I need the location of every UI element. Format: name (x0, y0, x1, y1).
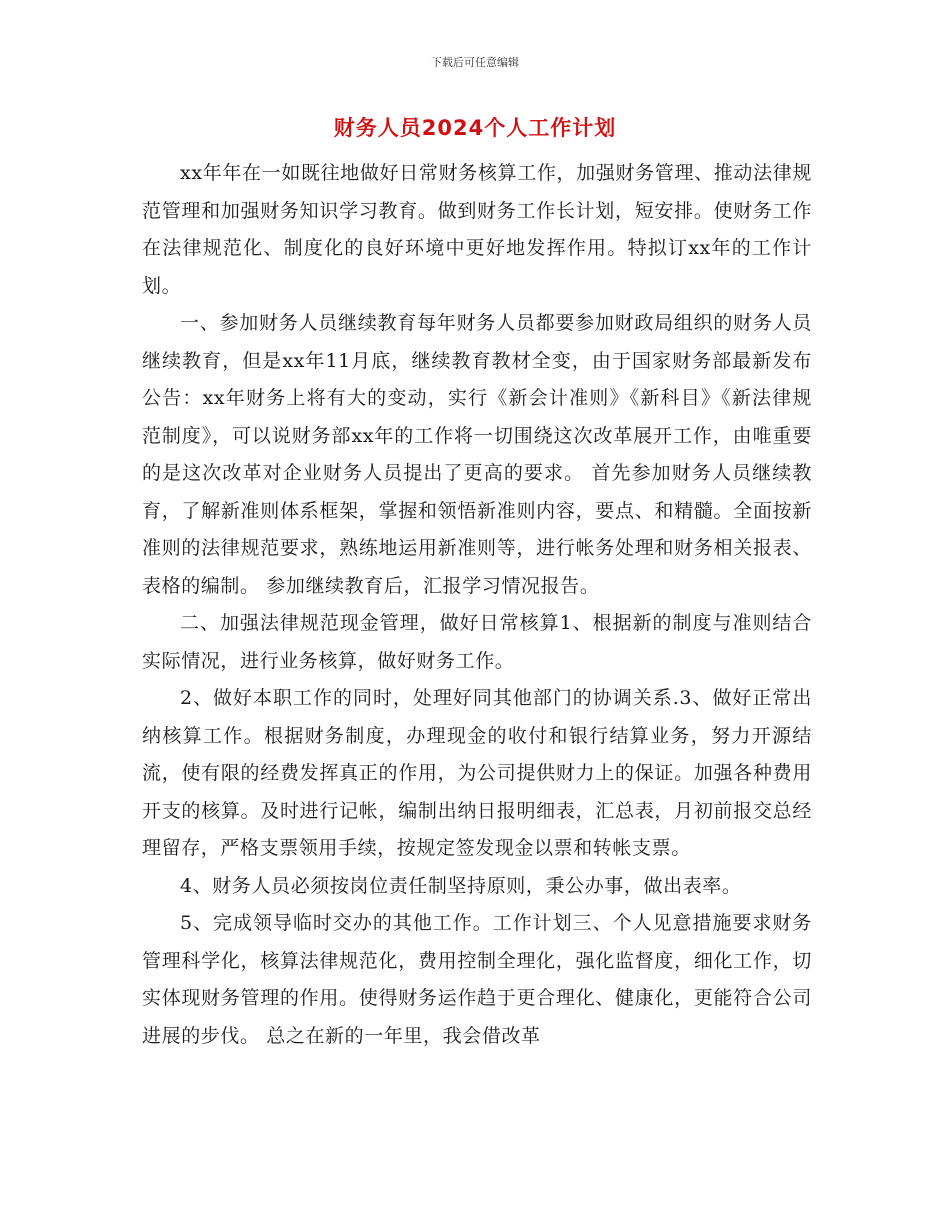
paragraph-item-4: 4、财务人员必须按岗位责任制坚持原则，秉公办事，做出表率。 (180, 874, 742, 897)
paragraph-section-2: 二、加强法律规范现金管理，做好日常核算1、根据新的制度与准则结合实际情况，进行业务核算，做好财务工作。 (142, 612, 812, 672)
paragraph-section-1: 一、参加财务人员继续教育每年财务人员都要参加财政局组织的财务人员继续教育，但是xx年11月底，继续教育教材全变，由于国家财务部最新发布公告：xx年财务上将有大的变动，实行《新会计准则》《新科目》《新法律规范制度》，可以说财务部xx年的工作将一切围绕这次改革展开工作，由唯重要的是这次改革对企业财务人员提出了更高的要求。 首先参加财务人员继续教育，了解新准则体系框架，掌握和领悟新准则内容，要点、和精髓。全面按新准则的法律规范要求，熟练地运用新准则等，进行帐务处理和财务相关报表、表格的编制。 参加继续教育后，汇报学习情况报告。 (142, 312, 812, 597)
header-note: 下载后可任意编辑 (431, 56, 519, 69)
paragraph-item-5: 5、完成领导临时交办的其他工作。工作计划三、个人见意措施要求财务管理科学化，核算法律规范化，费用控制全理化，强化监督度，细化工作，切实体现财务管理的作用。使得财务运作趋于更合理化、健康化，更能符合公司进展的步伐。 总之在新的一年里，我会借改革 (142, 912, 812, 1047)
paragraph-item-2-3: 2、做好本职工作的同时，处理好同其他部门的协调关系.3、做好正常出纳核算工作。根据财务制度，办理现金的收付和银行结算业务，努力开源结流，使有限的经费发挥真正的作用，为公司提供财力上的保证。加强各种费用开支的核算。及时进行记帐，编制出纳日报明细表，汇总表，月初前报交总经理留存，严格支票领用手续，按规定签发现金以票和转帐支票。 (142, 687, 812, 859)
document-body (142, 155, 812, 1055)
document-title: 财务人员2024个人工作计划 (333, 116, 617, 140)
paragraph-intro: xx年年在一如既往地做好日常财务核算工作，加强财务管理、推动法律规范管理和加强财务知识学习教育。做到财务工作长计划，短安排。使财务工作在法律规范化、制度化的良好环境中更好地发挥作用。特拟订xx年的工作计划。 (142, 162, 812, 297)
